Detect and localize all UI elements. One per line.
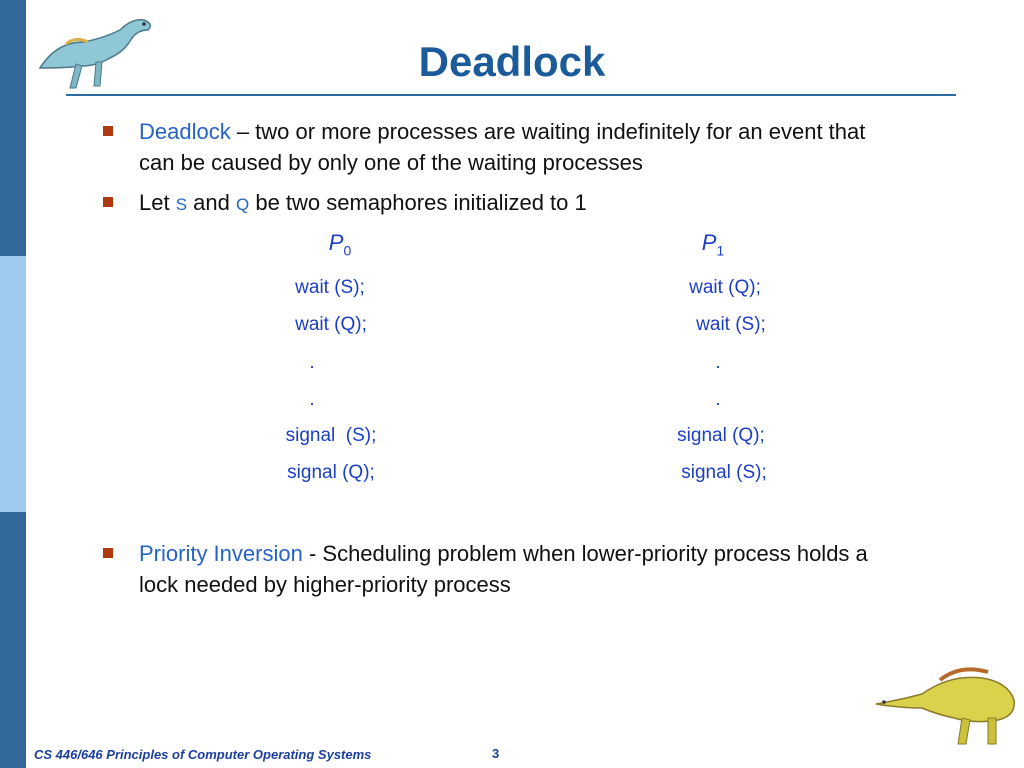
p0-code-line: . — [309, 389, 315, 410]
p1-code-line: wait (S); — [696, 314, 766, 335]
semaphore-s: S — [175, 195, 188, 214]
bullet-semaphores — [139, 187, 587, 220]
page-number: 3 — [492, 746, 500, 761]
semaphores-text-post: be two semaphores initialized to 1 — [249, 190, 587, 215]
process-p0-heading — [329, 230, 351, 258]
bullet-priority-inversion — [139, 538, 868, 600]
semaphore-q: Q — [235, 195, 250, 214]
p0-subscript: 0 — [343, 242, 352, 259]
p1-name: P — [701, 230, 717, 255]
deadlock-term: Deadlock — [139, 119, 231, 144]
p1-subscript: 1 — [716, 242, 725, 259]
bullet-deadlock — [139, 116, 865, 178]
p0-code-line: signal (Q); — [287, 462, 375, 483]
p0-name: P — [328, 230, 344, 255]
priority-inversion-line1: - Scheduling problem when lower-priority process holds a — [302, 541, 868, 566]
semaphores-text-mid: and — [187, 190, 236, 215]
process-p1-heading — [702, 230, 724, 258]
dinosaur-bottom-right-icon — [870, 660, 1020, 748]
slide-title: Deadlock — [418, 38, 606, 85]
p1-code-line: signal (Q); — [677, 425, 765, 446]
bullet-marker — [103, 126, 113, 136]
p0-code-line: wait (Q); — [295, 314, 367, 335]
p1-code-line: . — [715, 389, 721, 410]
p0-code-line: signal (S); — [285, 425, 377, 446]
p1-code-line: . — [715, 352, 721, 373]
p0-code-line: . — [309, 352, 315, 373]
priority-inversion-line2: lock needed by higher-priority process — [139, 572, 511, 597]
deadlock-definition-line2: can be caused by only one of the waiting processes — [139, 150, 643, 175]
p1-code-line: wait (Q); — [689, 277, 761, 298]
p0-code-line: wait (S); — [295, 277, 365, 298]
bullet-marker — [103, 197, 113, 207]
title-underline — [66, 94, 956, 96]
sidebar-light-segment — [0, 256, 26, 512]
p1-code-line: signal (S); — [681, 462, 767, 483]
footer-course-title: CS 446/646 Principles of Computer Operating Systems — [34, 747, 372, 762]
deadlock-definition-line1: – two or more processes are waiting indefinitely for an event that — [230, 119, 866, 144]
left-sidebar-band — [0, 0, 26, 768]
semaphores-text-pre: Let — [139, 190, 176, 215]
priority-inversion-term: Priority Inversion — [139, 541, 303, 566]
bullet-marker — [103, 548, 113, 558]
